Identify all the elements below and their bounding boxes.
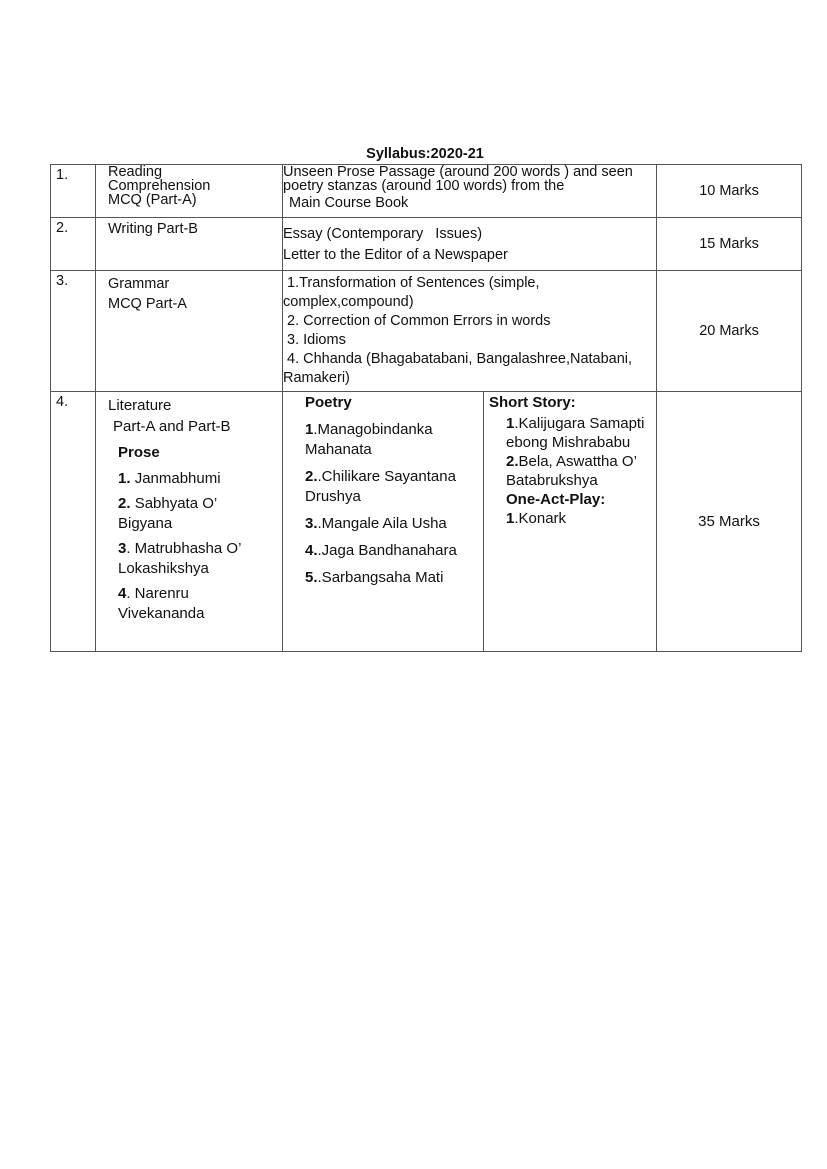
list-item: 1.Kalijugara Samapti ebong Mishrababu [506, 415, 645, 451]
table-row [51, 165, 802, 218]
content-line: Main Course Book [289, 195, 409, 211]
row-number: 2. [51, 218, 96, 271]
short-story-cell [484, 392, 657, 652]
marks-cell: 10 Marks [657, 165, 802, 218]
table-row [51, 271, 802, 392]
prose-list [108, 443, 268, 624]
list-item: 4..Jaga Bandhanahara [305, 542, 457, 559]
content-line: 1.Transformation of Sentences (simple, [287, 275, 540, 291]
row-number: 1. [51, 165, 96, 218]
list-item: 3. Matrubhasha O’ Lokashikshya [118, 540, 241, 577]
content-line: 4. Chhanda (Bhagabatabani, Bangalashree,Natabani, [287, 351, 633, 367]
section-cell [96, 218, 283, 271]
list-item: 2..Chilikare Sayantana Drushya [305, 468, 456, 505]
marks-cell: 20 Marks [657, 271, 802, 392]
content-cell [283, 271, 657, 392]
content-line: Letter to the Editor of a Newspaper [283, 247, 508, 263]
list-item: 4. Narenru Vivekananda [118, 585, 205, 622]
list-item: 1.Konark [506, 510, 567, 527]
short-story-heading: Short Story: [489, 394, 576, 411]
section-line: Writing Part-B [108, 221, 198, 237]
list-item: 1.Managobindanka Mahanata [305, 421, 433, 458]
list-item: 2.Bela, Aswattha O’ Batabrukshya [506, 453, 637, 489]
list-item: 3..Mangale Aila Usha [305, 515, 447, 532]
content-line: Unseen Prose Passage (around 200 words ) and seen [283, 164, 633, 180]
list-item: 2. Sabhyata O’ Bigyana [118, 495, 217, 532]
poetry-cell [283, 392, 484, 652]
row-number: 4. [51, 392, 96, 652]
content-line: 3. Idioms [287, 332, 346, 348]
poetry-heading: Poetry [305, 394, 352, 411]
prose-heading: Prose [118, 444, 160, 461]
marks-cell: 15 Marks [657, 218, 802, 271]
page-title: Syllabus:2020-21 [366, 146, 484, 162]
one-act-heading: One-Act-Play: [506, 491, 606, 508]
content-line: Essay (Contemporary Issues) [283, 226, 483, 242]
content-cell [283, 165, 657, 218]
section-line: Reading [108, 164, 163, 180]
list-item: 1. Janmabhumi [118, 470, 221, 487]
section-line: Part-A and Part-B [113, 418, 231, 435]
content-cell [283, 218, 657, 271]
literature-cell [96, 392, 283, 652]
section-line: MCQ (Part-A) [108, 192, 197, 208]
section-cell [96, 271, 283, 392]
table-row [51, 392, 802, 652]
content-line: poetry stanzas (around 100 words) from the [283, 178, 565, 194]
list-item: 5..Sarbangsaha Mati [305, 569, 444, 586]
content-line: 2. Correction of Common Errors in words [287, 313, 551, 329]
section-cell [96, 165, 283, 218]
marks-cell: 35 Marks [657, 392, 802, 652]
section-line: Literature [108, 397, 172, 414]
section-line: Grammar [108, 276, 170, 292]
table-row [51, 218, 802, 271]
section-line: Comprehension [108, 178, 211, 194]
section-line: MCQ Part-A [108, 296, 187, 312]
syllabus-table [50, 164, 802, 652]
content-line: Ramakeri) [283, 370, 350, 386]
content-line: complex,compound) [283, 294, 414, 310]
row-number: 3. [51, 271, 96, 392]
